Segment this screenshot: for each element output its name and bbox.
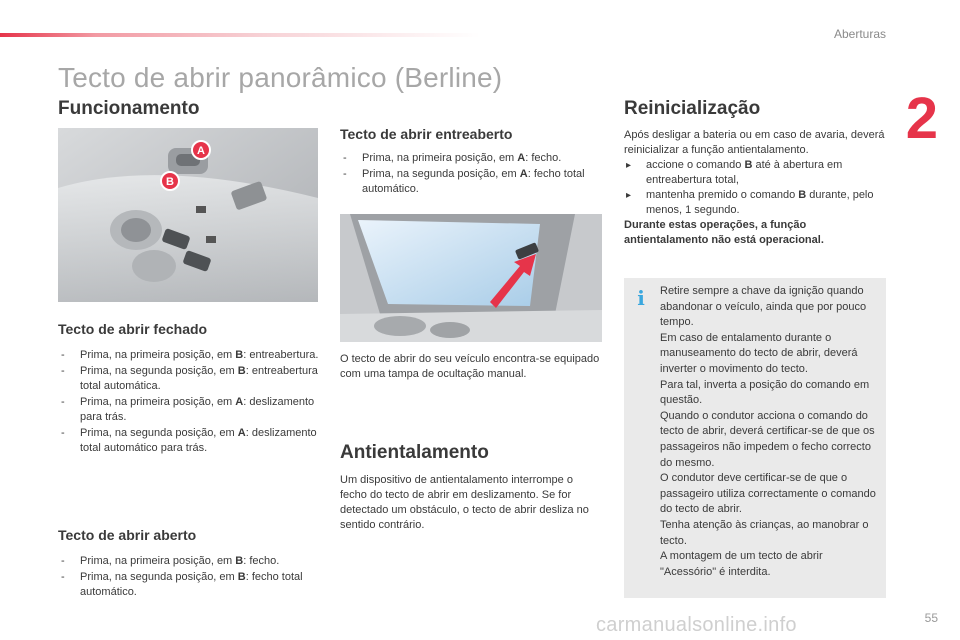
blind-description: O tecto de abrir do seu veículo encontra-se equipado com uma tampa de ocultação manual. [340, 353, 600, 380]
watermark: carmanualsonline.info [596, 614, 797, 636]
antientalamento-text: Um dispositivo de antientalamento interrompe o fecho do tecto de abrir em deslizamento. Se for detectado um obstáculo, o tecto de abrir desliza no sentido contrário. [340, 474, 589, 531]
info-text [660, 284, 880, 580]
list-item: - Prima, na segunda posição, em A: fecho total automático. [340, 167, 602, 197]
page-number: 55 [924, 611, 938, 625]
heading-fechado: Tecto de abrir fechado [58, 321, 208, 337]
list-item: - Prima, na primeira posição, em B: entreabertura. [58, 348, 320, 363]
heading-funcionamento: Funcionamento [58, 98, 200, 119]
label-a-marker [192, 141, 210, 159]
info-box [624, 278, 886, 598]
list-item: - Prima, na segunda posição, em B: entreabertura total automática. [58, 364, 320, 394]
photo-roof-controls [58, 128, 318, 302]
page-title: Tecto de abrir panorâmico (Berline) [58, 62, 503, 93]
info-line: Retire sempre a chave da ignição quando abandonar o veículo, ainda que por pouco tempo. [660, 285, 867, 329]
list-item: - Prima, na primeira posição, em A: deslizamento para trás. [58, 395, 320, 425]
label-b-marker [161, 172, 179, 190]
info-line: A montagem de um tecto de abrir "Acessório" é interdita. [660, 550, 823, 578]
heading-entreaberto: Tecto de abrir entreaberto [340, 126, 513, 142]
section-entreaberto [340, 125, 602, 198]
heading-aberto: Tecto de abrir aberto [58, 527, 197, 543]
info-icon: i [637, 286, 645, 310]
list-item: - Prima, na segunda posição, em B: fecho total automático. [58, 570, 320, 600]
list-item: - Prima, na primeira posição, em B: fecho. [58, 554, 320, 569]
section-fechado [58, 320, 320, 457]
list-item: - Prima, na segunda posição, em A: deslizamento total automático para trás. [58, 426, 320, 456]
svg-text:A: A [197, 145, 205, 157]
section-aberto [58, 526, 320, 601]
section-reinicializacao [624, 98, 886, 248]
list-item: ▸ accione o comando B até à abertura em entreabertura total, [624, 158, 886, 188]
list-fechado [58, 348, 320, 456]
list-item: ▸ mantenha premido o comando B durante, pelo menos, 1 segundo. [624, 188, 886, 218]
list-reinicializacao [624, 158, 886, 218]
info-line: Em caso de entalamento durante o manuseamento do tecto de abrir, deverá inverter o movimento do tecto. [660, 331, 858, 375]
reinicializacao-intro: Após desligar a bateria ou em caso de avaria, deverá reinicializar a função antientalamento. [624, 129, 885, 156]
list-item: - Prima, na primeira posição, em A: fecho. [340, 151, 602, 166]
section-antientalamento [340, 442, 602, 533]
header-accent-bar [0, 33, 480, 37]
info-line: Quando o condutor acciona o comando do tecto de abrir, deverá certificar-se de que os passageiros não impedem o fecho correcto do mesmo. [660, 409, 875, 469]
info-line: Para tal, inverta a posição do comando em questão. [660, 378, 870, 407]
chapter-number: 2 [905, 86, 938, 151]
svg-text:B: B [166, 176, 174, 188]
heading-antientalamento: Antientalamento [340, 442, 489, 463]
section-name: Aberturas [833, 27, 886, 41]
list-aberto [58, 554, 320, 600]
list-entreaberto [340, 151, 602, 197]
info-line: O condutor deve certificar-se de que o passageiro utiliza correctamente o comando do tecto de abrir. [660, 472, 876, 516]
photo-sunblind [340, 214, 602, 342]
reinicializacao-warning: Durante estas operações, a função antientalamento não está operacional. [624, 219, 824, 246]
column-funcionamento [58, 98, 320, 120]
heading-reinicializacao: Reinicialização [624, 98, 761, 119]
info-line: Tenha atenção às crianças, ao manobrar o tecto. [660, 518, 869, 547]
